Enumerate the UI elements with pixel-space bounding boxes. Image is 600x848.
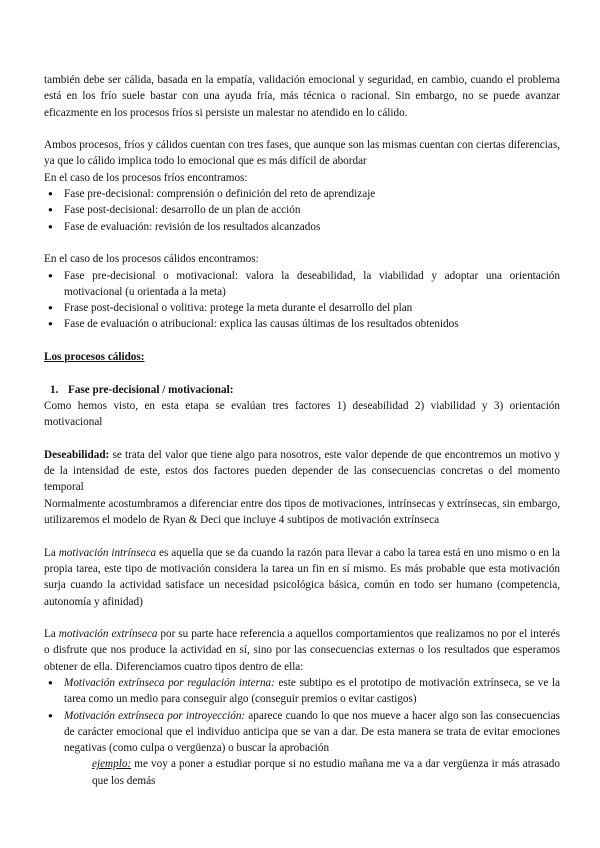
warm-processes-intro: En el caso de los procesos cálidos encontramos: [44,253,259,266]
extrinsic-type-text: este subtipo es el prototipo de motivación extrínseca, se ve la tarea como un medio para conseguir algo (conseguir premios o evitar castigos) [64,676,560,706]
cold-processes-intro: En el caso de los procesos fríos encontramos: [44,171,248,184]
document-page [44,72,560,789]
list-item: ● Fase pre-decisional o motivacional: valora la deseabilidad, la viabilidad y adoptar una orientación motivacional (u orientada a la meta) [44,268,560,301]
subsection-title: Fase pre-decisional / motivacional: [68,383,234,396]
extrinsic-types-list [44,675,560,789]
list-item: ● Fase post-decisional: desarrollo de un plan de acción [44,202,560,218]
intrinsic-term: motivación intrínseca [58,546,157,559]
example-text: me voy a poner a estudiar porque si no estudio mañana me va a dar vergüenza ir más atrasado que los demás [92,758,560,787]
motivation-types-paragraph: Normalmente acostumbramos a diferenciar entre dos tipos de motivaciones, intrínsecas y extrínsecas, sin embargo, utilizaremos el modelo de Ryan & Deci que incluye 4 subtipos de motivación extrínseca [44,497,560,527]
list-item: ● Fase de evaluación: revisión de los resultados alcanzados [44,219,560,235]
example-line [64,756,560,789]
extrinsic-text: por su parte hace referencia a aquellos comportamientos que realizamos no por el interés o disfrute que nos produce la actividad en sí, sino por las consecuencias externas o los resultados que esperamos obtener de ella. Diferenciamos cuatro tipos dentro de ella: [44,628,560,673]
subsection-paragraph: Como hemos visto, en esta etapa se evalúan tres factores 1) deseabilidad 2) viabilidad y 3) orientación motivacional [44,399,560,429]
extrinsic-type-text: aparece cuando lo que nos mueve a hacer algo son las consecuencias de carácter emocional que el individuo anticipa que se van a dar. De esta manera se trata de evitar emociones negativas (como culpa o vergüenza) o buscar la aprobación [64,709,560,755]
list-item: ● Fase pre-decisional: comprensión o definición del reto de aprendizaje [44,186,560,202]
desirability-term: Deseabilidad: [44,448,110,461]
extrinsic-type-term: Motivación extrínseca por regulación interna: [64,676,275,689]
list-item [44,708,560,789]
section-heading: Los procesos cálidos: [44,351,145,364]
subsection-heading [44,382,560,398]
intrinsic-pre: La [44,546,59,559]
intrinsic-text: es aquella que se da cuando la razón para llevar a cabo la tarea está en uno mismo o en la propia tarea, este tipo de motivación considera la tarea un fin en sí mismo. Es más probable que esta motivación surja cuando la actividad satisface un necesidad psicológica básica, común en todo ser humano (competencia, autonomía y afinidad) [44,546,560,608]
desirability-paragraph [44,447,560,496]
extrinsic-paragraph [44,626,560,675]
desirability-text: se trata del valor que tiene algo para nosotros, este valor depende de que encontremos un motivo y de la intensidad de este, estos dos factores pueden depender de las consecuencias concretas o del momento temporal [44,448,560,494]
list-item [44,675,560,708]
extrinsic-type-term: Motivación extrínseca por introyección: [64,709,246,722]
extrinsic-term: motivación extrínseca [58,628,158,641]
intrinsic-paragraph [44,545,560,610]
phases-paragraph: Ambos procesos, fríos y cálidos cuentan con tres fases, que aunque son las mismas cuentan con ciertas diferencias, ya que lo cálido implica todo lo emocional que es más difícil de abordar [44,139,560,168]
example-label: ejemplo: [92,758,132,771]
list-item: ● Frase post-decisional o volitiva: protege la meta durante el desarrollo del plan [44,300,560,316]
extrinsic-pre: La [44,628,59,641]
cold-processes-list [44,186,560,235]
list-item: ● Fase de evaluación o atribucional: explica las causas últimas de los resultados obtenidos [44,316,560,332]
warm-processes-list [44,268,560,333]
subsection-number: 1. [50,383,59,396]
intro-paragraph: también debe ser cálida, basada en la empatía, validación emocional y seguridad, en cambio, cuando el problema está en los frío suele bastar con una ayuda fría, más técnica o racional. Sin embargo, no se puede avanzar eficazmente en los procesos fríos si persiste un malestar no atendido en lo cálido. [44,74,560,119]
